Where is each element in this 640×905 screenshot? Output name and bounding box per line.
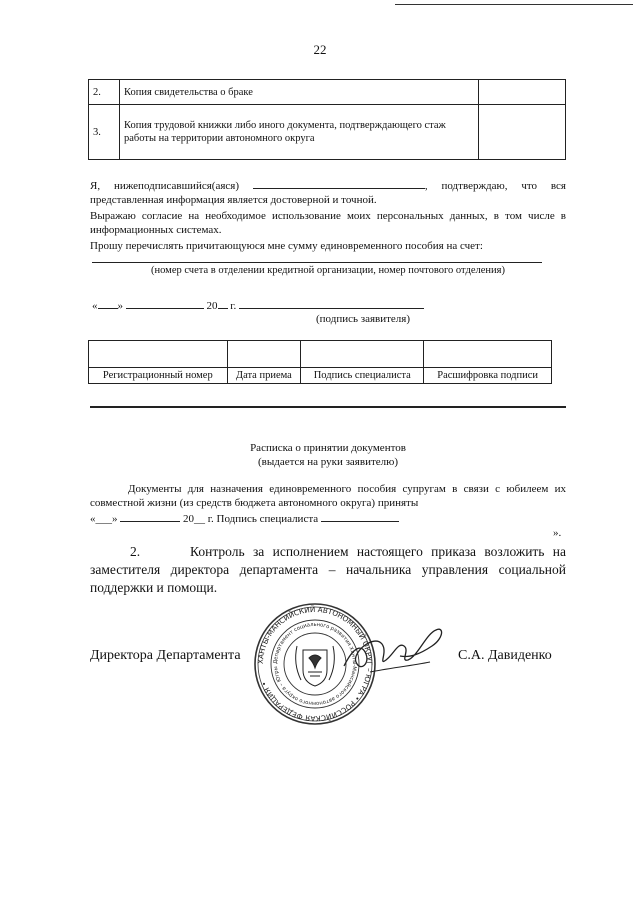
quote-close: » [117,300,123,312]
row-number: 3. [89,105,120,160]
registration-table [88,340,552,384]
receipt-date-cell[interactable] [227,341,301,368]
signature-caption: (подпись заявителя) [316,313,411,325]
document-name: Копия свидетельства о браке [120,80,479,105]
receipt-title: Расписка о принятии документов [250,442,406,454]
document-name: Копия трудовой книжки либо иного документа, подтверждающего стаж работы на территории автономного округа [120,105,479,160]
documents-table [88,79,566,160]
header-signature-decoding: Расшифровка подписи [424,368,552,384]
table-row [89,341,552,368]
receipt-subtitle: (выдается на руки заявителю) [257,456,399,468]
confirm-end: , подтверждаю, что вся представленная информация является достоверной и точной. [90,180,566,206]
transfer-request: Прошу перечислять причитающуюся мне сумму единовременного пособия на счет: [90,240,483,252]
consent-text: Выражаю согласие на необходимое использование моих персональных данных, в том числе в информационных системах. [90,210,566,236]
date-line [92,297,424,312]
receipt-body: Документы для назначения единовременного пособия супругам в связи с юбилеем их совместной жизни (из средств бюджета автономного округа) приняты [90,483,566,509]
top-rule [395,4,633,5]
row-number: 2. [89,80,120,105]
receipt-signature-blank[interactable] [321,510,399,522]
order-number: 2. [130,544,141,559]
year-blank[interactable] [218,297,228,309]
stamp-outer-text: ХАНТЫ-МАНСИЙСКИЙ АВТОНОМНЫЙ ОКРУГ – ЮГРА • РОССИЙСКАЯ ФЕДЕРАЦИЯ • [255,604,375,724]
registration-number-cell[interactable] [89,341,228,368]
confirm-start: Я, нижеподписавшийся(аяся) [90,180,239,192]
applicant-signature-blank[interactable] [239,297,424,309]
table-row [89,105,566,160]
header-registration-number: Регистрационный номер [89,368,228,384]
year-prefix: 20 [206,300,218,312]
receipt-day: «___» [90,513,118,525]
header-specialist-signature: Подпись специалиста [301,368,424,384]
confirmation-text [90,177,566,207]
header-receipt-date: Дата приема [227,368,301,384]
table-header-row [89,368,552,384]
receipt-date-sign: 20__ г. Подпись специалиста [183,513,319,525]
month-blank[interactable] [126,297,204,309]
signatory-position: Директора Департамента [90,648,241,663]
coat-of-arms-icon [296,646,335,686]
quote-open: « [92,300,98,312]
account-caption: (номер счета в отделении кредитной организации, номер почтового отделения) [151,265,505,276]
order-paragraph [90,543,566,597]
name-blank[interactable] [253,177,425,189]
receipt-month-blank[interactable] [120,510,180,522]
order-text: Контроль за исполнением настоящего приказа возложить на заместителя директора департамента – начальника управления социальной поддержки и помощи. [90,544,567,595]
table-row [89,80,566,105]
specialist-signature-cell[interactable] [301,341,424,368]
stamp-inner-text: Департамент социального развития Ханты-Мансийского автономного округа – Югры [272,622,358,707]
cut-line [90,406,566,408]
document-mark [479,105,566,160]
day-blank[interactable] [98,297,118,309]
year-suffix: г. [230,300,237,312]
handwritten-signature [340,616,450,686]
signatory-name: С.А. Давиденко [458,648,552,663]
account-line[interactable] [92,262,542,263]
document-mark [479,80,566,105]
page-number: 22 [313,42,327,57]
receipt-text [90,482,566,526]
signature-decoding-cell[interactable] [424,341,552,368]
receipt-end-mark: ». [553,527,562,539]
